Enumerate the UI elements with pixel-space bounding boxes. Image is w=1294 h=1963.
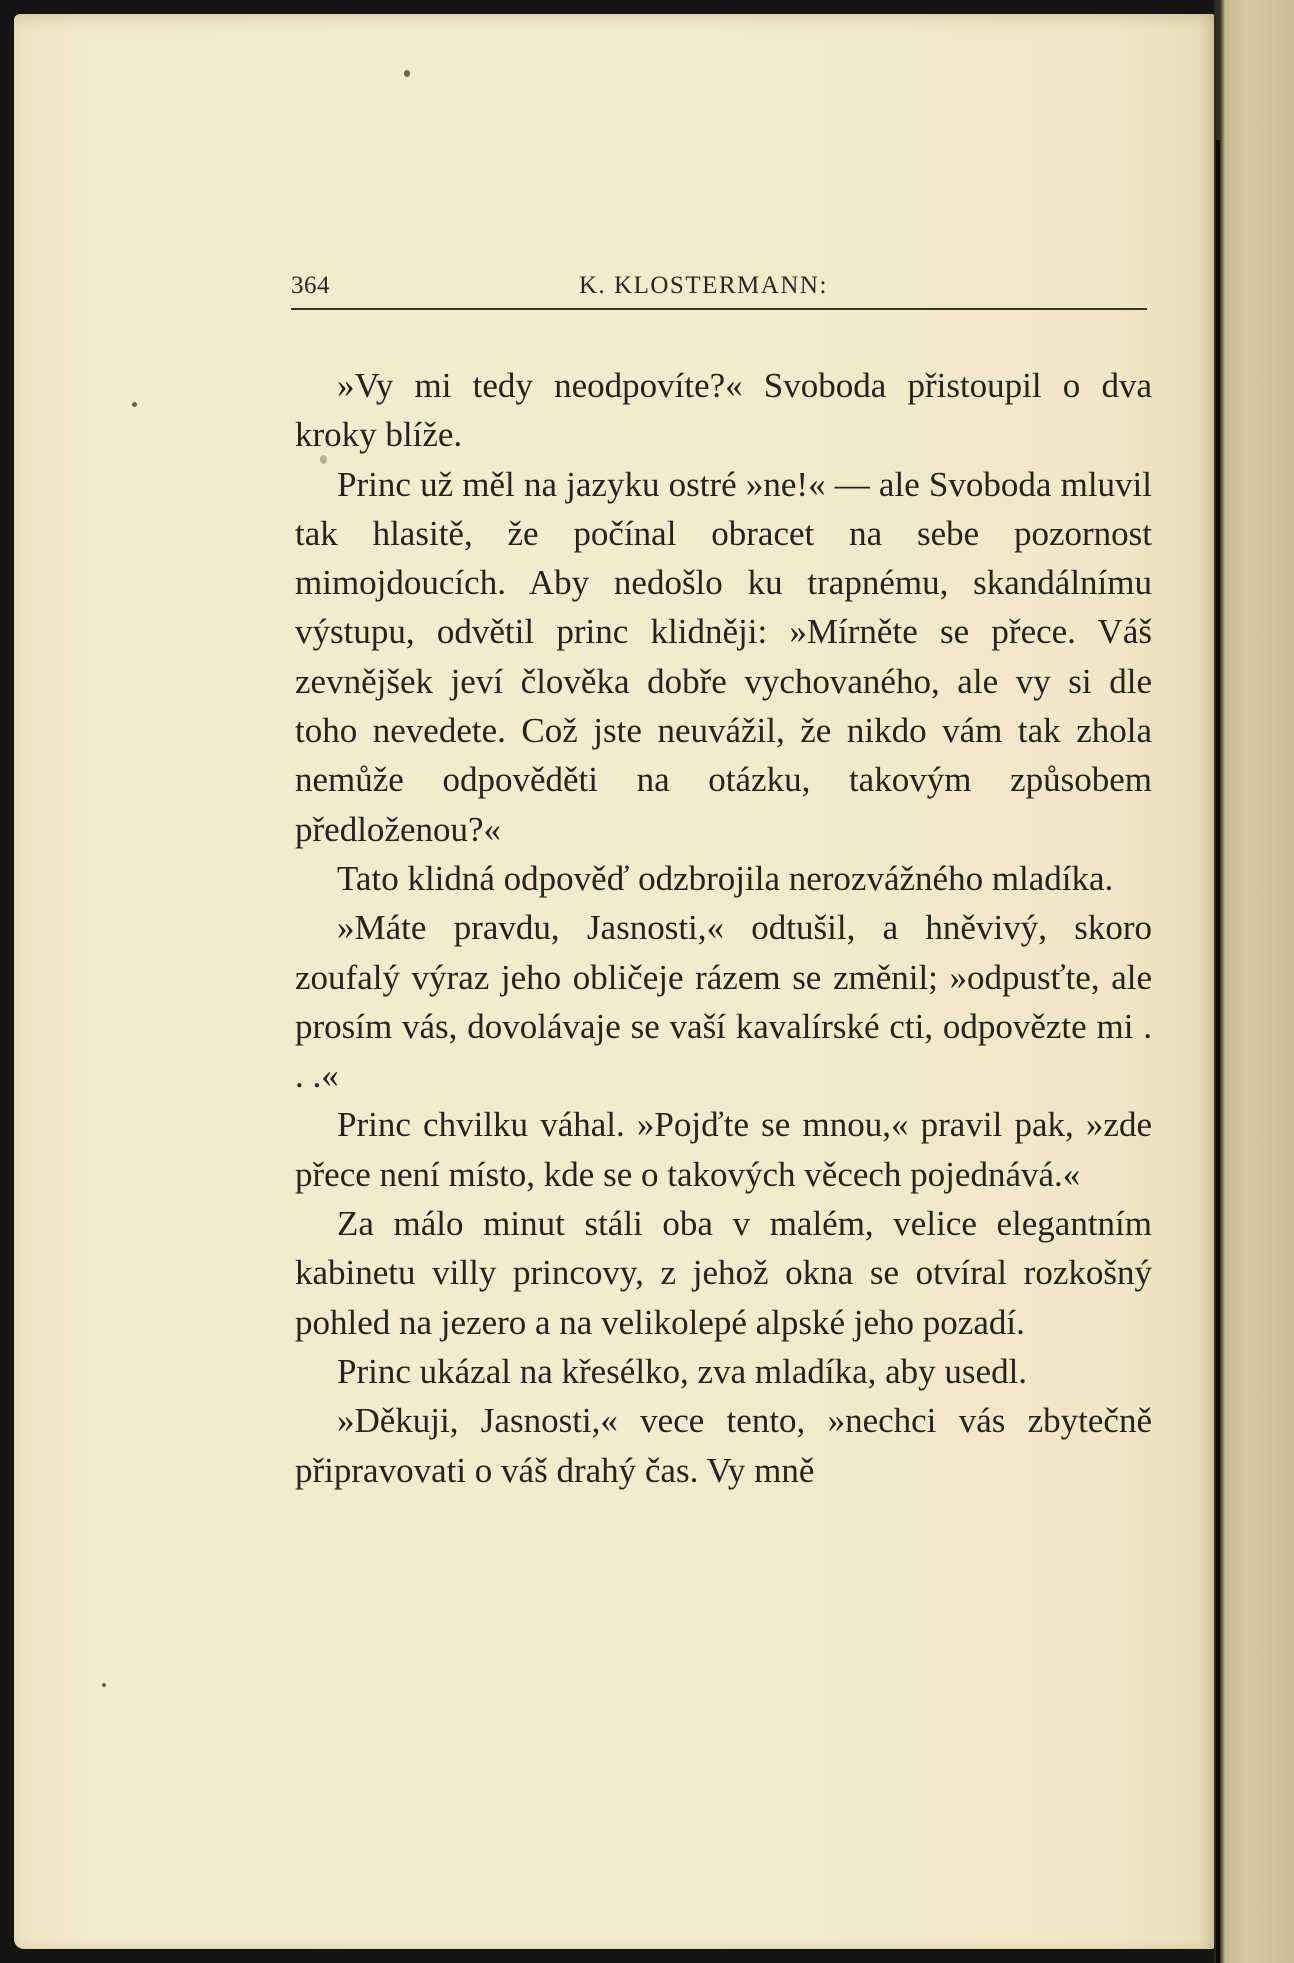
paragraph: Tato klidná odpověď odzbrojila nerozvážného mladíka.: [337, 858, 1114, 898]
page-header: [291, 268, 1147, 308]
paragraph: Za málo minut stáli oba v malém, velice elegantním kabinetu villy princovy, z jehož okna se otvíral rozkošný pohled na jezero a na velikolepé alpské jeho pozadí.: [295, 1204, 1152, 1342]
adjacent-page-edge: [1214, 0, 1294, 1963]
paragraph: Princ ukázal na křesélko, zva mladíka, aby usedl.: [337, 1351, 1028, 1391]
paragraph: Princ už měl na jazyku ostré »ne!« — ale Svoboda mluvil tak hlasitě, že počínal obracet na sebe pozornost mimojdoucích. Aby nedošlo ku trapnému, skandálnímu výstupu, odvětil princ klidněji: »Mírněte se přece. Váš zevnějšek jeví člověka dobře vychovaného, ale vy si dle toho nevedete. Což jste neuvážil, že nikdo vám tak zhola nemůže odpověděti na otázku, takovým způsobem předloženou?«: [295, 464, 1152, 849]
paragraph: »Vy mi tedy neodpovíte?« Svoboda přistoupil o dva kroky blíže.: [295, 366, 1152, 455]
paper-speck: [404, 70, 410, 77]
paragraph: Princ chvilku váhal. »Pojďte se mnou,« pravil pak, »zde přece není místo, kde se o takových věcech pojednává.«: [295, 1105, 1152, 1194]
page-number: 364: [291, 272, 330, 299]
paper-speck: [132, 402, 137, 407]
body-text: [295, 361, 1152, 1495]
header-rule: [291, 308, 1147, 310]
paper-speck: [102, 1683, 106, 1687]
book-gutter: [1216, 140, 1220, 1963]
paragraph: »Děkuji, Jasnosti,« vece tento, »nechci vás zbytečně připravovati o váš drahý čas. Vy mně: [295, 1401, 1152, 1490]
running-head: K. KLOSTERMANN:: [579, 272, 828, 299]
paragraph: »Máte pravdu, Jasnosti,« odtušil, a hněvivý, skoro zoufalý výraz jeho obličeje rázem se změnil; »odpusťte, ale prosím vás, dovolávaje se vaší kavalírské cti, odpovězte mi . . .«: [295, 908, 1152, 1096]
